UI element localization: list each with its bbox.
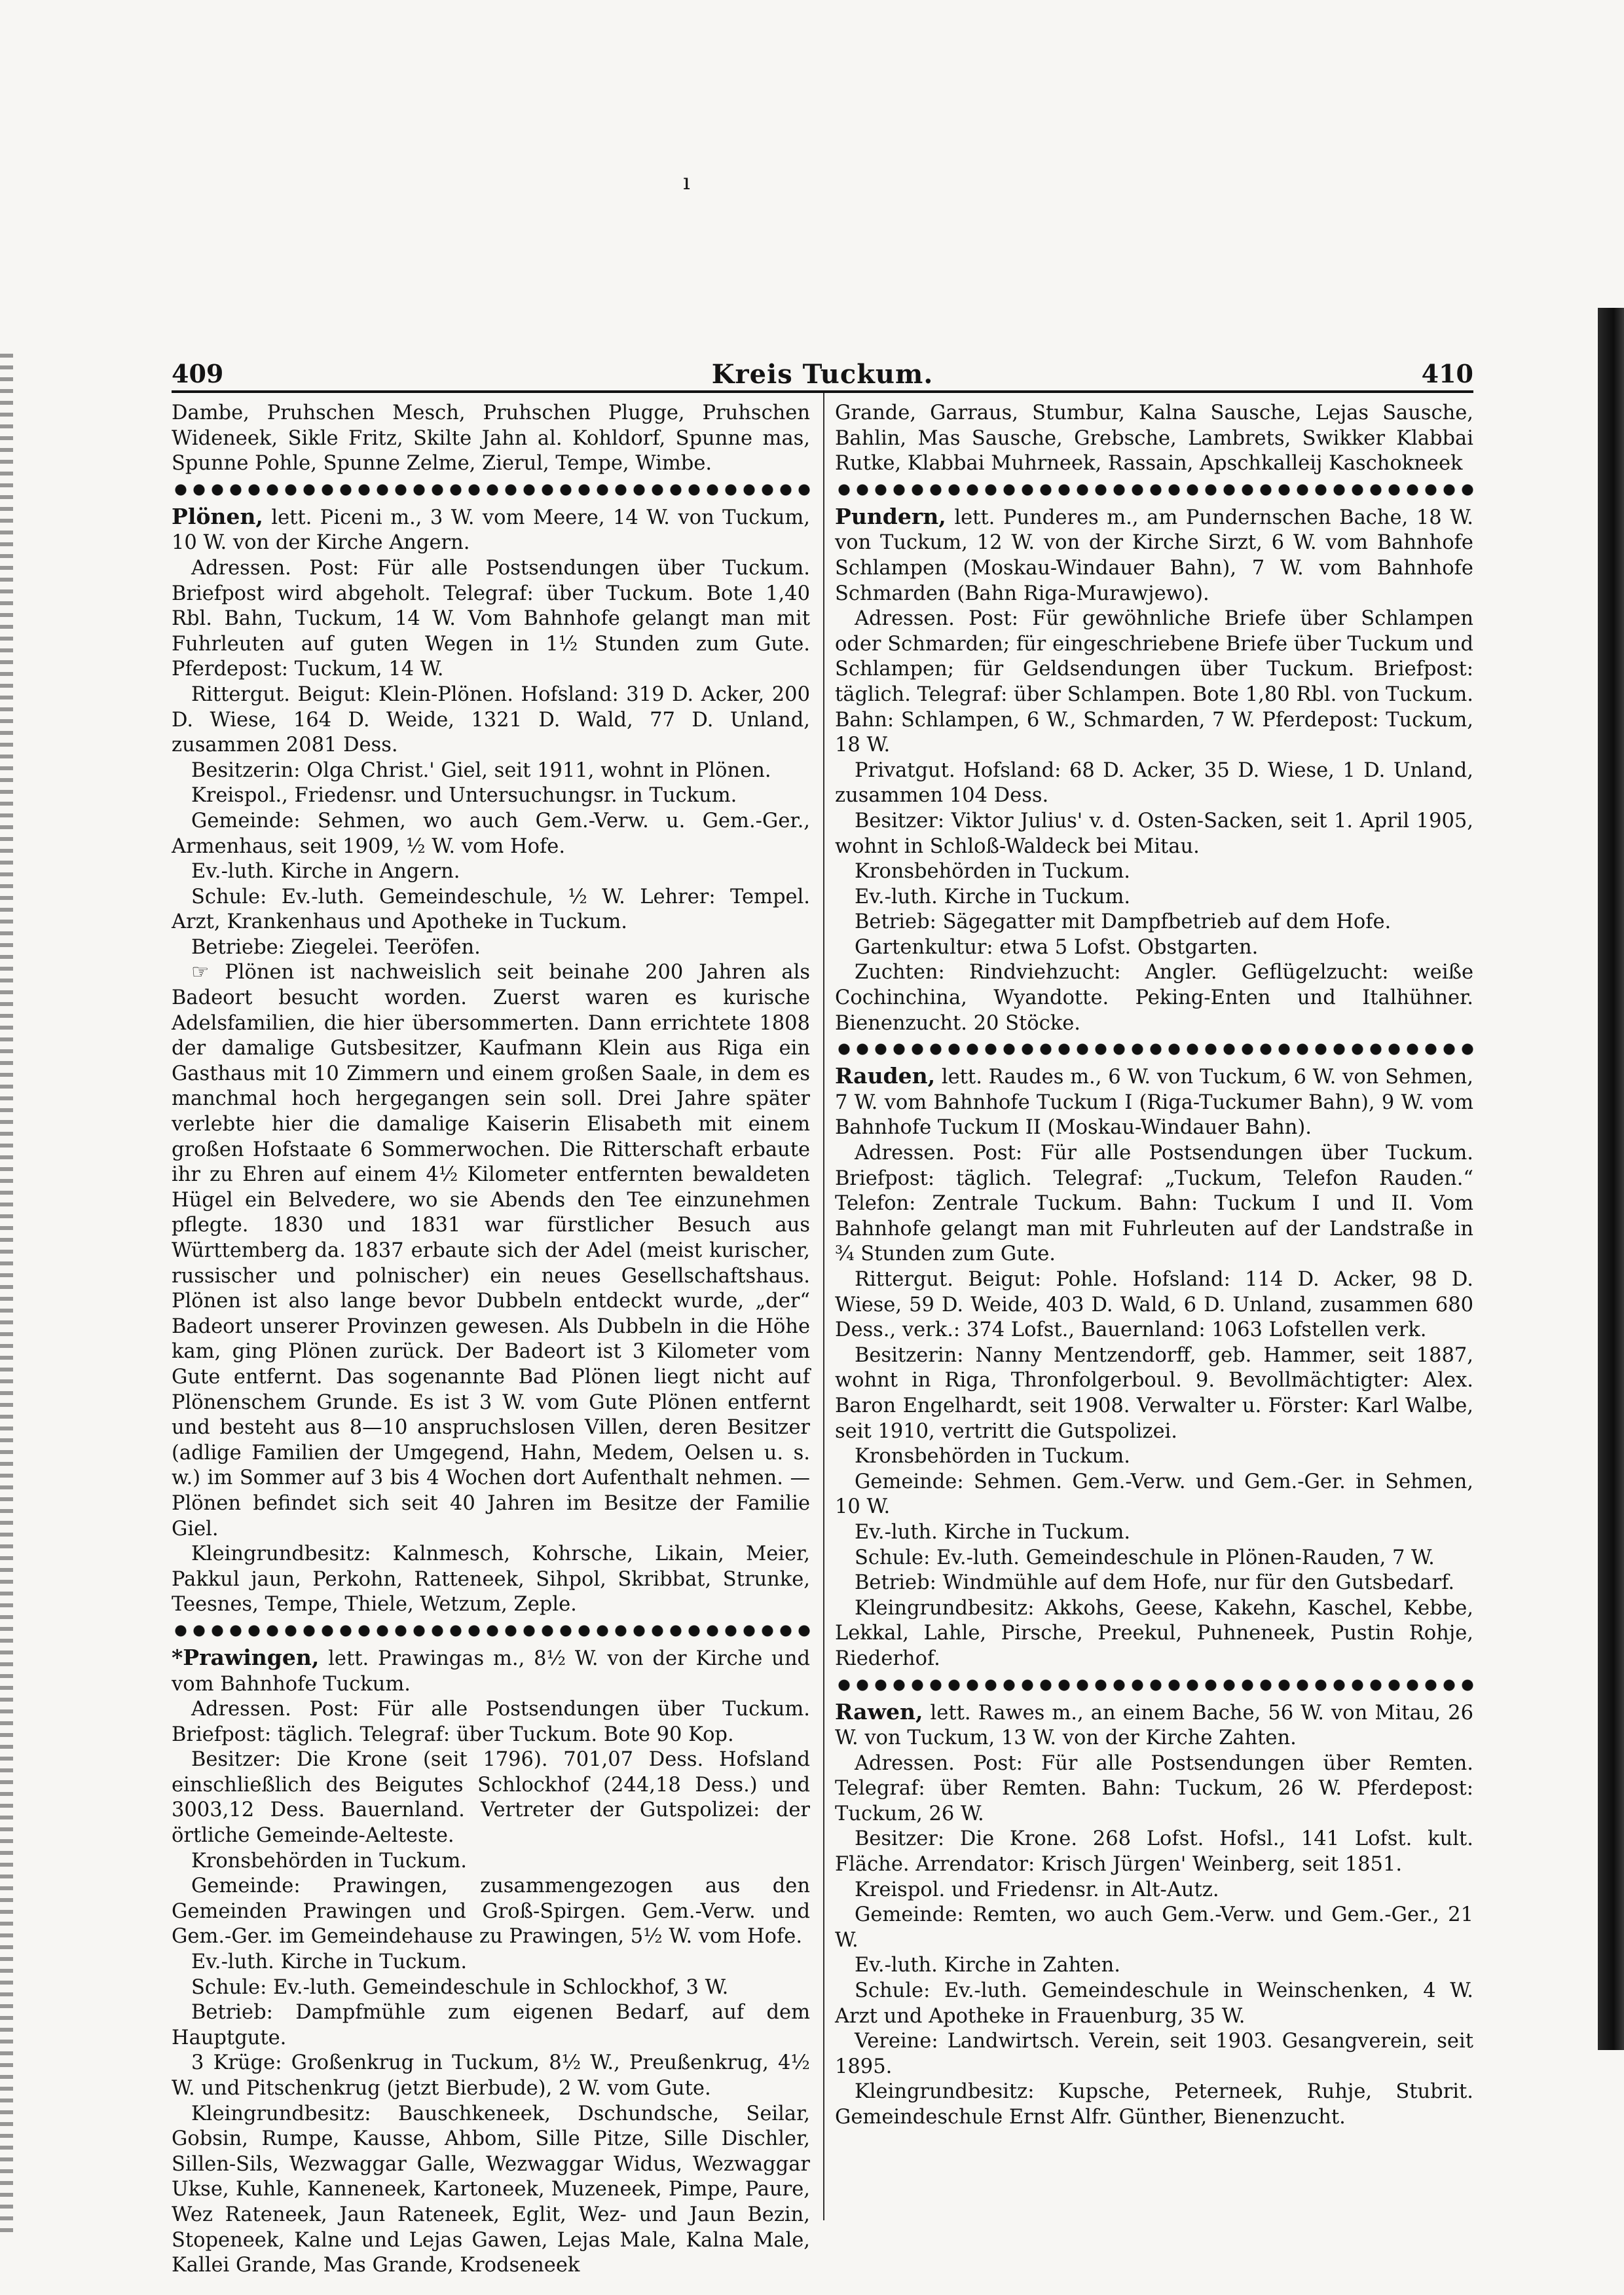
page-number-left: 409 (172, 359, 224, 388)
estate-name: Rawen, (835, 1698, 923, 1725)
entry-text: Besitzer: Die Krone (seit 1796). 701,07 Dess. Hofsland einschließlich des Beigutes Schlockhof (244,18 Dess.) und 3003,12 Dess. Bauernland. Vertreter der Gutspolizei: der örtliche Gemeinde-Aelteste. (172, 1748, 810, 1848)
entry-text: Gemeinde: Remten, wo auch Gem.-Verw. und Gem.-Ger., 21 W. (835, 1903, 1473, 1952)
entry-text: lett. Piceni m., 3 W. vom Meere, 14 W. von Tuckum, 10 W. von der Kirche Angern. (172, 506, 810, 555)
scan-shadow-right (1598, 308, 1624, 2050)
page-number-right: 410 (1421, 359, 1473, 388)
entry-heading (172, 1645, 810, 1697)
entry-paragraph (835, 1520, 1473, 1546)
entry-text: lett. Rawes m., an einem Bache, 56 W. von Mitau, 26 W. von Tuckum, 13 W. von der Kirche Zahten. (835, 1701, 1473, 1750)
page-title: Kreis Tuckum. (711, 359, 934, 390)
entry-paragraph (835, 1546, 1473, 1571)
entry-text: Ev.-luth. Kirche in Zahten. (855, 1954, 1120, 1977)
entry-paragraph (835, 1571, 1473, 1596)
entry-text: Vereine: Landwirtsch. Verein, seit 1903. Gesangverein, seit 1895. (835, 2030, 1473, 2078)
entry-heading (835, 1700, 1473, 1751)
estate-name: Rauden, (835, 1063, 936, 1089)
entry-text: Besitzerin: Olga Christ.' Giel, seit 1911, wohnt in Plönen. (191, 758, 771, 782)
entry-text: Kronsbehörden in Tuckum. (855, 860, 1130, 884)
entry-text: Ev.-luth. Kirche in Angern. (191, 860, 460, 884)
entry-paragraph (835, 606, 1473, 758)
entry-paragraph (835, 885, 1473, 910)
entry-text: Grande, Garraus, Stumbur, Kalna Sausche, Lejas Sausche, Bahlin, Mas Sausche, Grebsche, Lambrets, Swikker Klabbai Rutke, Klabbai Muhrneek, Rassain, Apschkalleij Kaschokneek (835, 401, 1473, 476)
entry-paragraph (172, 401, 810, 477)
entry-paragraph (835, 1953, 1473, 1979)
entry-paragraph (835, 1751, 1473, 1827)
entry-text: lett. Raudes m., 6 W. von Tuckum, 6 W. von Sehmen, 7 W. vom Bahnhofe Tuckum I (Riga-Tuckumer Bahn), 9 W. vom Bahnhofe Tuckum II (Moskau-Windauer Bahn). (835, 1066, 1473, 1140)
entry-text: Ev.-luth. Kirche in Tuckum. (855, 1520, 1131, 1544)
left-column (172, 401, 810, 2277)
entry-text: Kleingrundbesitz: Kupsche, Peterneek, Ruhje, Stubrit. Gemeindeschule Ernst Alfr. Günther, Bienenzucht. (835, 2080, 1473, 2129)
entry-text: Besitzer: Viktor Julius' v. d. Osten-Sacken, seit 1. April 1905, wohnt in Schloß-Waldeck bei Mitau. (835, 809, 1473, 858)
entry-paragraph (835, 758, 1473, 809)
entry-paragraph (172, 1849, 810, 1875)
entry-paragraph (172, 960, 810, 1542)
entry-text: Adressen. Post: Für alle Postsendungen über Tuckum. Briefpost: täglich. Telegraf: „Tuckum, Telefon Rauden.“ Telefon: Zentrale Tuckum. Bahn: Tuckum I und II. Vom Bahnhofe gelangt man mit Fuhrleuten auf der Landstraße in ¾ Stunden zum Gute. (835, 1142, 1473, 1266)
entry-paragraph (172, 783, 810, 809)
entry-paragraph (835, 401, 1473, 477)
entry-text: Kronsbehörden in Tuckum. (191, 1849, 467, 1873)
entry-text: Adressen. Post: Für alle Postsendungen über Remten. Telegraf: über Remten. Bahn: Tuckum, 26 W. Pferdepost: Tuckum, 26 W. (835, 1751, 1473, 1825)
ornament-divider (835, 481, 1473, 499)
entry-text: Betrieb: Windmühle auf dem Hofe, nur für den Gutsbedarf. (855, 1571, 1455, 1595)
entry-text: Schule: Ev.-luth. Gemeindeschule in Schlockhof, 3 W. (191, 1975, 729, 1999)
entry-paragraph (835, 1444, 1473, 1470)
entry-heading (172, 504, 810, 556)
entry-text: Schule: Ev.-luth. Gemeindeschule in Weinschenken, 4 W. Arzt und Apotheke in Frauenburg, 35 W. (835, 1979, 1473, 2028)
entry-text: 3 Krüge: Großenkrug in Tuckum, 8½ W., Preußenkrug, 4½ W. und Pitschenkrug (jetzt Bierbude), 2 W. vom Gute. (172, 2051, 810, 2100)
entry-paragraph (835, 1878, 1473, 1903)
entry-text: Besitzer: Die Krone. 268 Lofst. Hofsl., 141 Lofst. kult. Fläche. Arrendator: Krisch Jürgen' Weinberg, seit 1851. (835, 1827, 1473, 1876)
entry-text: Betriebe: Ziegelei. Teeröfen. (191, 935, 481, 959)
entry-paragraph (172, 1874, 810, 1950)
entry-text: Schule: Ev.-luth. Gemeindeschule, ½ W. Lehrer: Tempel. Arzt, Krankenhaus und Apotheke in Tuckum. (172, 885, 810, 934)
entry-paragraph (172, 2000, 810, 2051)
entry-text: Gemeinde: Prawingen, zusammengezogen aus den Gemeinden Prawingen und Groß-Spirgen. Gem.-Verw. und Gem.-Ger. im Gemeindehause zu Prawingen, 5½ W. vom Hofe. (172, 1875, 810, 1949)
entry-paragraph (172, 1950, 810, 1975)
entry-text: Schule: Ev.-luth. Gemeindeschule in Plönen-Rauden, 7 W. (855, 1546, 1435, 1569)
entry-text: Zuchten: Rindviehzucht: Angler. Geflügelzucht: weiße Cochinchina, Wyandotte. Peking-Enten und Italhühner. Bienenzucht. 20 Stöcke. (835, 961, 1473, 1035)
entry-paragraph (172, 809, 810, 859)
entry-paragraph (835, 809, 1473, 859)
entry-paragraph (835, 935, 1473, 961)
ornament-divider (835, 1676, 1473, 1694)
entry-text: Gemeinde: Sehmen. Gem.-Verw. und Gem.-Ger. in Sehmen, 10 W. (835, 1470, 1473, 1519)
entry-text: Kronsbehörden in Tuckum. (855, 1445, 1130, 1468)
entry-paragraph (835, 859, 1473, 885)
entry-paragraph (172, 885, 810, 935)
entry-text: Kreispol. und Friedensr. in Alt-Autz. (855, 1878, 1219, 1901)
stray-mark: ı (683, 169, 690, 195)
scan-shadow-left (0, 354, 13, 2240)
entry-paragraph (835, 1596, 1473, 1672)
entry-text: Adressen. Post: Für alle Postsendungen über Tuckum. Briefpost wird abgeholt. Telegraf: über Tuckum. Bote 1,40 Rbl. Bahn, Tuckum, 14 W. Vom Bahnhofe gelangt man mit Fuhrleuten auf guten Wegen in 1½ Stunden zum Gute. Pferdepost: Tuckum, 14 W. (172, 556, 810, 681)
entry-paragraph (835, 960, 1473, 1036)
estate-name: *Prawingen, (172, 1644, 320, 1670)
entry-text: Kleingrundbesitz: Bauschkeneek, Dschundsche, Seilar, Gobsin, Rumpe, Kausse, Ahbom, Sille Pitze, Sille Dischler, Sillen-Sils, Wezwaggar Galle, Wezwaggar Widus, Wezwaggar Ukse, Kuhle, Kanneneek, Kartoneek, Muzeneek, Pimpe, Paure, Wez Rateneek, Jaun Rateneek, Eglit, Wez- und Jaun Bezin, Stopeneek, Kalne und Lejas Gawen, Lejas Male, Kalna Male, Kallei Grande, Mas Grande, Krodseneek (172, 2102, 810, 2277)
entry-text: Ev.-luth. Kirche in Tuckum. (191, 1950, 468, 1974)
entry-text: Betrieb: Dampfmühle zum eigenen Bedarf, auf dem Hauptgute. (172, 2001, 810, 2049)
right-column (835, 401, 1473, 2222)
entry-paragraph (172, 1975, 810, 2001)
entry-text: ☞ Plönen ist nachweislich seit beinahe 200 Jahren als Badeort besucht worden. Zuerst waren es kurische Adelsfamilien, die hier übersommerten. Dann errichtete 1808 der damalige Gutsbesitzer, Kaufmann Klein aus Riga ein Gasthaus mit 10 Zimmern und einem großen Saale, in dem es manchmal hoch hergegangen sein soll. Drei Jahre später verlebte hier die damalige Kaiserin Elisabeth mit einem großen Hofstaate 6 Sommerwochen. Die Ritterschaft erbaute ihr zu Ehren auf einem 4½ Kilometer entfernten bewaldeten Hügel ein Belvedere, wo sie Abends den Tee einzunehmen pflegte. 1830 und 1831 war fürstlicher Besuch aus Württemberg da. 1837 erbaute sich der Adel (meist kurischer, russischer und polnischer) ein neues Gesellschaftshaus. Plönen ist also lange bevor Dubbeln entdeckt wurde, „der“ Badeort unserer Provinzen gewesen. Als Dubbeln in die Höhe kam, ging Plönen zurück. Der Badeort ist 3 Kilometer vom Gute entfernt. Das sogenannte Bad Plönen liegt nicht auf Plönenschem Grunde. Es ist 3 W. vom Gute Plönen entfernt und besteht aus 8—10 anspruchslosen Villen, deren Besitzer (adlige Familien der Umgegend, Hahn, Medem, Oelsen u. s. w.) im Sommer auf 3 bis 4 Wochen dort Aufenthalt nehmen. — Plönen befindet sich seit 40 Jahren im Besitze der Familie Giel. (172, 961, 810, 1540)
entry-paragraph (835, 1903, 1473, 1953)
entry-text: Gemeinde: Sehmen, wo auch Gem.-Verw. u. Gem.-Ger., Armenhaus, seit 1909, ½ W. vom Hofe. (172, 809, 810, 858)
entry-text: Rittergut. Beigut: Klein-Plönen. Hofsland: 319 D. Acker, 200 D. Wiese, 164 D. Weide, 1321 D. Wald, 77 D. Unland, zusammen 2081 Dess. (172, 682, 810, 757)
header-rule (172, 390, 1473, 393)
entry-paragraph (835, 1343, 1473, 1444)
entry-paragraph (835, 2080, 1473, 2130)
entry-text: Kreispol., Friedensr. und Untersuchungsr. in Tuckum. (191, 784, 737, 808)
ornament-divider (172, 481, 810, 499)
entry-text: Besitzerin: Nanny Mentzendorff, geb. Hammer, seit 1887, wohnt in Riga, Thronfolgerboul. 9. Bevollmächtigter: Alex. Baron Engelhardt, seit 1908. Verwalter u. Förster: Karl Walbe, seit 1910, vertritt die Gutspolizei. (835, 1343, 1473, 1443)
entry-paragraph (172, 556, 810, 682)
ornament-divider (172, 1622, 810, 1640)
entry-text: Gartenkultur: etwa 5 Lofst. Obstgarten. (855, 935, 1259, 959)
entry-paragraph (172, 1542, 810, 1618)
entry-paragraph (835, 1470, 1473, 1520)
entry-paragraph (172, 2051, 810, 2101)
entry-paragraph (172, 758, 810, 784)
entry-text: Ev.-luth. Kirche in Tuckum. (855, 885, 1131, 908)
entry-text: Rittergut. Beigut: Pohle. Hofsland: 114 D. Acker, 98 D. Wiese, 59 D. Weide, 403 D. Wald, 6 D. Unland, zusammen 680 Dess., verk.: 374 Lofst., Bauernland: 1063 Lofstellen verk. (835, 1268, 1473, 1342)
estate-name: Pundern, (835, 503, 946, 529)
entry-paragraph (835, 1267, 1473, 1343)
entry-heading (835, 1064, 1473, 1141)
entry-paragraph (172, 859, 810, 885)
entry-heading (835, 504, 1473, 606)
entry-text: Betrieb: Sägegatter mit Dampfbetrieb auf dem Hofe. (855, 910, 1392, 934)
entry-paragraph (172, 1697, 810, 1747)
entry-paragraph (835, 1827, 1473, 1877)
entry-paragraph (172, 2102, 810, 2279)
entry-paragraph (835, 1141, 1473, 1267)
entry-paragraph (835, 1979, 1473, 2029)
entry-text: Kleingrundbesitz: Akkohs, Geese, Kakehn, Kaschel, Kebbe, Lekkal, Lahle, Pirsche, Preekul, Puhneneek, Pustin Rohje, Riederhof. (835, 1596, 1473, 1670)
ornament-divider (835, 1040, 1473, 1058)
entry-paragraph (172, 682, 810, 758)
entry-text: Adressen. Post: Für alle Postsendungen über Tuckum. Briefpost: täglich. Telegraf: über Tuckum. Bote 90 Kop. (172, 1698, 810, 1746)
entry-text: Kleingrundbesitz: Kalnmesch, Kohrsche, Likain, Meier, Pakkul jaun, Perkohn, Ratteneek, Sihpol, Skribbat, Strunke, Teesnes, Tempe, Thiele, Wetzum, Zeple. (172, 1542, 810, 1616)
entry-text: Dambe, Pruhschen Mesch, Pruhschen Plugge, Pruhschen Wideneek, Sikle Fritz, Skilte Jahn al. Kohldorf, Spunne mas, Spunne Pohle, Spunne Zelme, Zierul, Tempe, Wimbe. (172, 401, 810, 476)
entry-text: lett. Punderes m., am Pundernschen Bache, 18 W. von Tuckum, 12 W. von der Kirche Sirzt, 6 W. vom Bahnhofe Schlampen (Moskau-Windauer Bahn), 7 W. vom Bahnhofe Schmarden (Bahn Riga-Murawjewo). (835, 506, 1473, 605)
entry-paragraph (835, 2029, 1473, 2080)
entry-paragraph (835, 910, 1473, 935)
entry-text: Adressen. Post: Für gewöhnliche Briefe über Schlampen oder Schmarden; für eingeschriebene Briefe über Tuckum und Schlampen; für Geldsendungen über Tuckum. Briefpost: täglich. Telegraf: über Schlampen. Bote 1,80 Rbl. von Tuckum. Bahn: Schlampen, 6 W., Schmarden, 7 W. Pferdepost: Tuckum, 18 W. (835, 607, 1473, 757)
entry-text: Privatgut. Hofsland: 68 D. Acker, 35 D. Wiese, 1 D. Unland, zusammen 104 Dess. (835, 758, 1473, 808)
entry-paragraph (172, 1747, 810, 1848)
entry-paragraph (172, 935, 810, 961)
estate-name: Plönen, (172, 503, 263, 529)
column-divider (823, 393, 824, 2220)
entry-text: lett. Prawingas m., 8½ W. von der Kirche und vom Bahnhofe Tuckum. (172, 1647, 810, 1696)
